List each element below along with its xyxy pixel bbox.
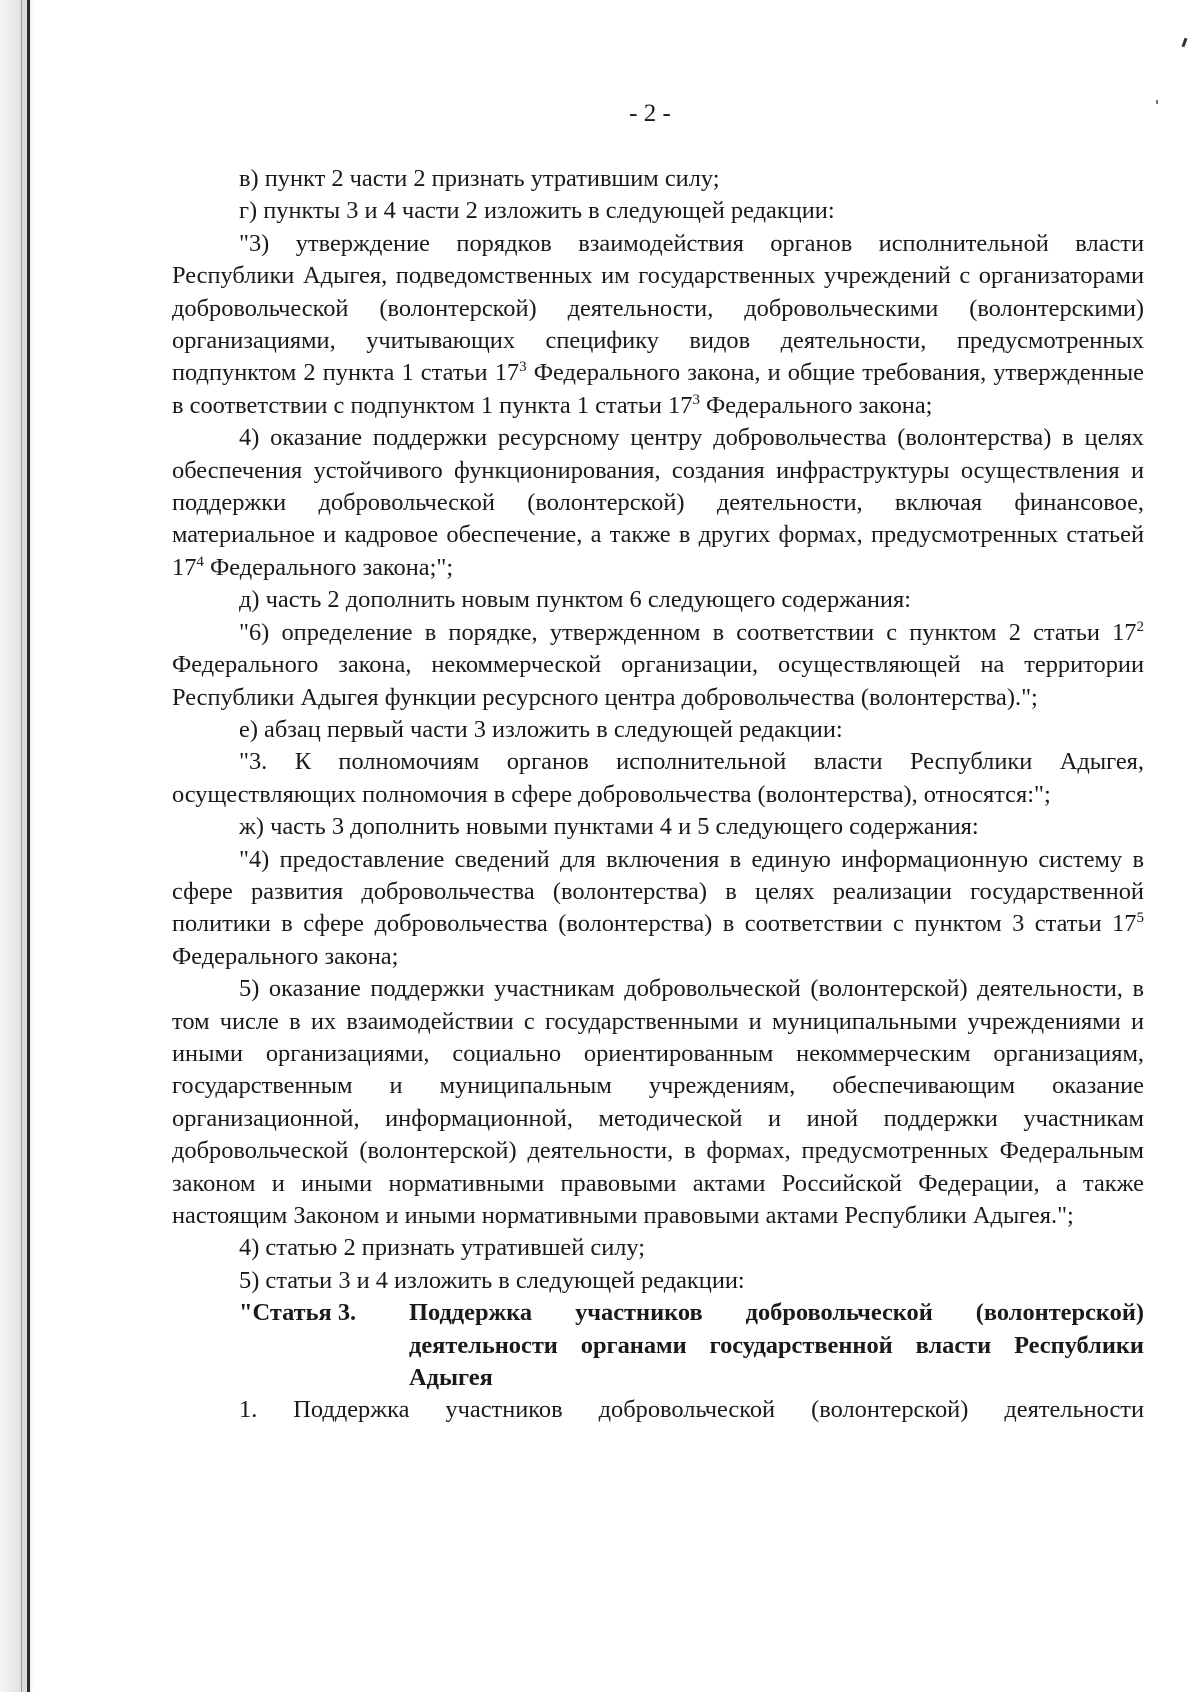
paragraph-d: д) часть 2 дополнить новым пунктом 6 следующего содержания:	[239, 586, 911, 614]
paragraph-article-2: 4) статью 2 признать утратившей силу;	[239, 1234, 646, 1262]
paragraph-article-3-item-1: 1. Поддержка участников добровольческой (волонтерской) деятельности	[239, 1396, 1144, 1424]
paragraph-item-4: 4) оказание поддержки ресурсному центру добровольчества (волонтерства) в целях обеспечения устойчивого функционирования, создания инфраструктуры осуществления и поддержки добровольческой (волонтерской) деятельности, включая финансовое, материальное и кадровое обеспечение, а также в других формах, предусмотренных статьей $17^4$ Федерального закона;";	[172, 424, 1144, 581]
document-body	[172, 163, 1144, 1427]
scan-edge-line-thin	[21, 0, 22, 1692]
paragraph-g: г) пункты 3 и 4 части 2 изложить в следующей редакции:	[239, 197, 835, 225]
paragraph-e: е) абзац первый части 3 изложить в следующей редакции:	[239, 715, 843, 743]
paragraph-part-3: "3. К полномочиям органов исполнительной власти Республики Адыгея, осуществляющих полномочия в сфере добровольчества (волонтерства), относятся:";	[172, 748, 1144, 808]
scan-speck	[1182, 38, 1188, 47]
article-title: Поддержка участников добровольческой (волонтерской) деятельности органами государственной власти Республики Адыгея	[409, 1299, 1144, 1392]
page-number: - 2 -	[629, 100, 671, 127]
article-heading	[172, 1297, 1144, 1394]
paragraph-articles-3-4: 5) статьи 3 и 4 изложить в следующей редакции:	[239, 1266, 745, 1294]
paragraph-zh: ж) часть 3 дополнить новыми пунктами 4 и 5 следующего содержания:	[239, 813, 979, 841]
paragraph-item-6: "6) определение в порядке, утвержденном в соответствии с пунктом 2 статьи $17^2$ Федерального закона, некоммерческой организации, осуществляющей на территории Республики Адыгея функции ресурсного центра добровольчества (волонтерства).";	[172, 618, 1144, 711]
article-label: "Статья 3.	[239, 1299, 357, 1327]
paragraph-item-4b: "4) предоставление сведений для включения в единую информационную систему в сфере развития добровольчества (волонтерства) в целях реализации государственной политики в сфере добровольчества (волонтерства) в соответствии с пунктом 3 статьи $17^5$ Федерального закона;	[172, 845, 1144, 970]
paragraph-v: в) пункт 2 части 2 признать утратившим силу;	[239, 165, 720, 192]
scan-edge-line	[27, 0, 30, 1692]
paragraph-item-3: "3) утверждение порядков взаимодействия органов исполнительной власти Республики Адыгея, подведомственных им государственных учреждений с организаторами добровольческой (волонтерской) деятельности, добровольческими (волонтерскими) организациями, учитывающих специфику видов деятельности, предусмотренных подпунктом 2 пункта 1 статьи $17^3$ Федерального закона, и общие требования, утвержденные в соответствии с подпунктом 1 пункта 1 статьи $17^3$ Федерального закона;	[172, 229, 1144, 419]
paragraph-item-5: 5) оказание поддержки участникам добровольческой (волонтерской) деятельности, в том числе в их взаимодействии с государственными и муниципальными учреждениями и иными организациями, социально ориентированным некоммерческим организациям, государственным и муниципальным учреждениям, обеспечивающим оказание организационной, информационной, методической и иной поддержки участникам добровольческой (волонтерской) деятельности, в формах, предусмотренных Федеральным законом и иными нормативными правовыми актами Российской Федерации, а также настоящим Законом и иными нормативными правовыми актами Республики Адыгея.";	[172, 975, 1144, 1229]
